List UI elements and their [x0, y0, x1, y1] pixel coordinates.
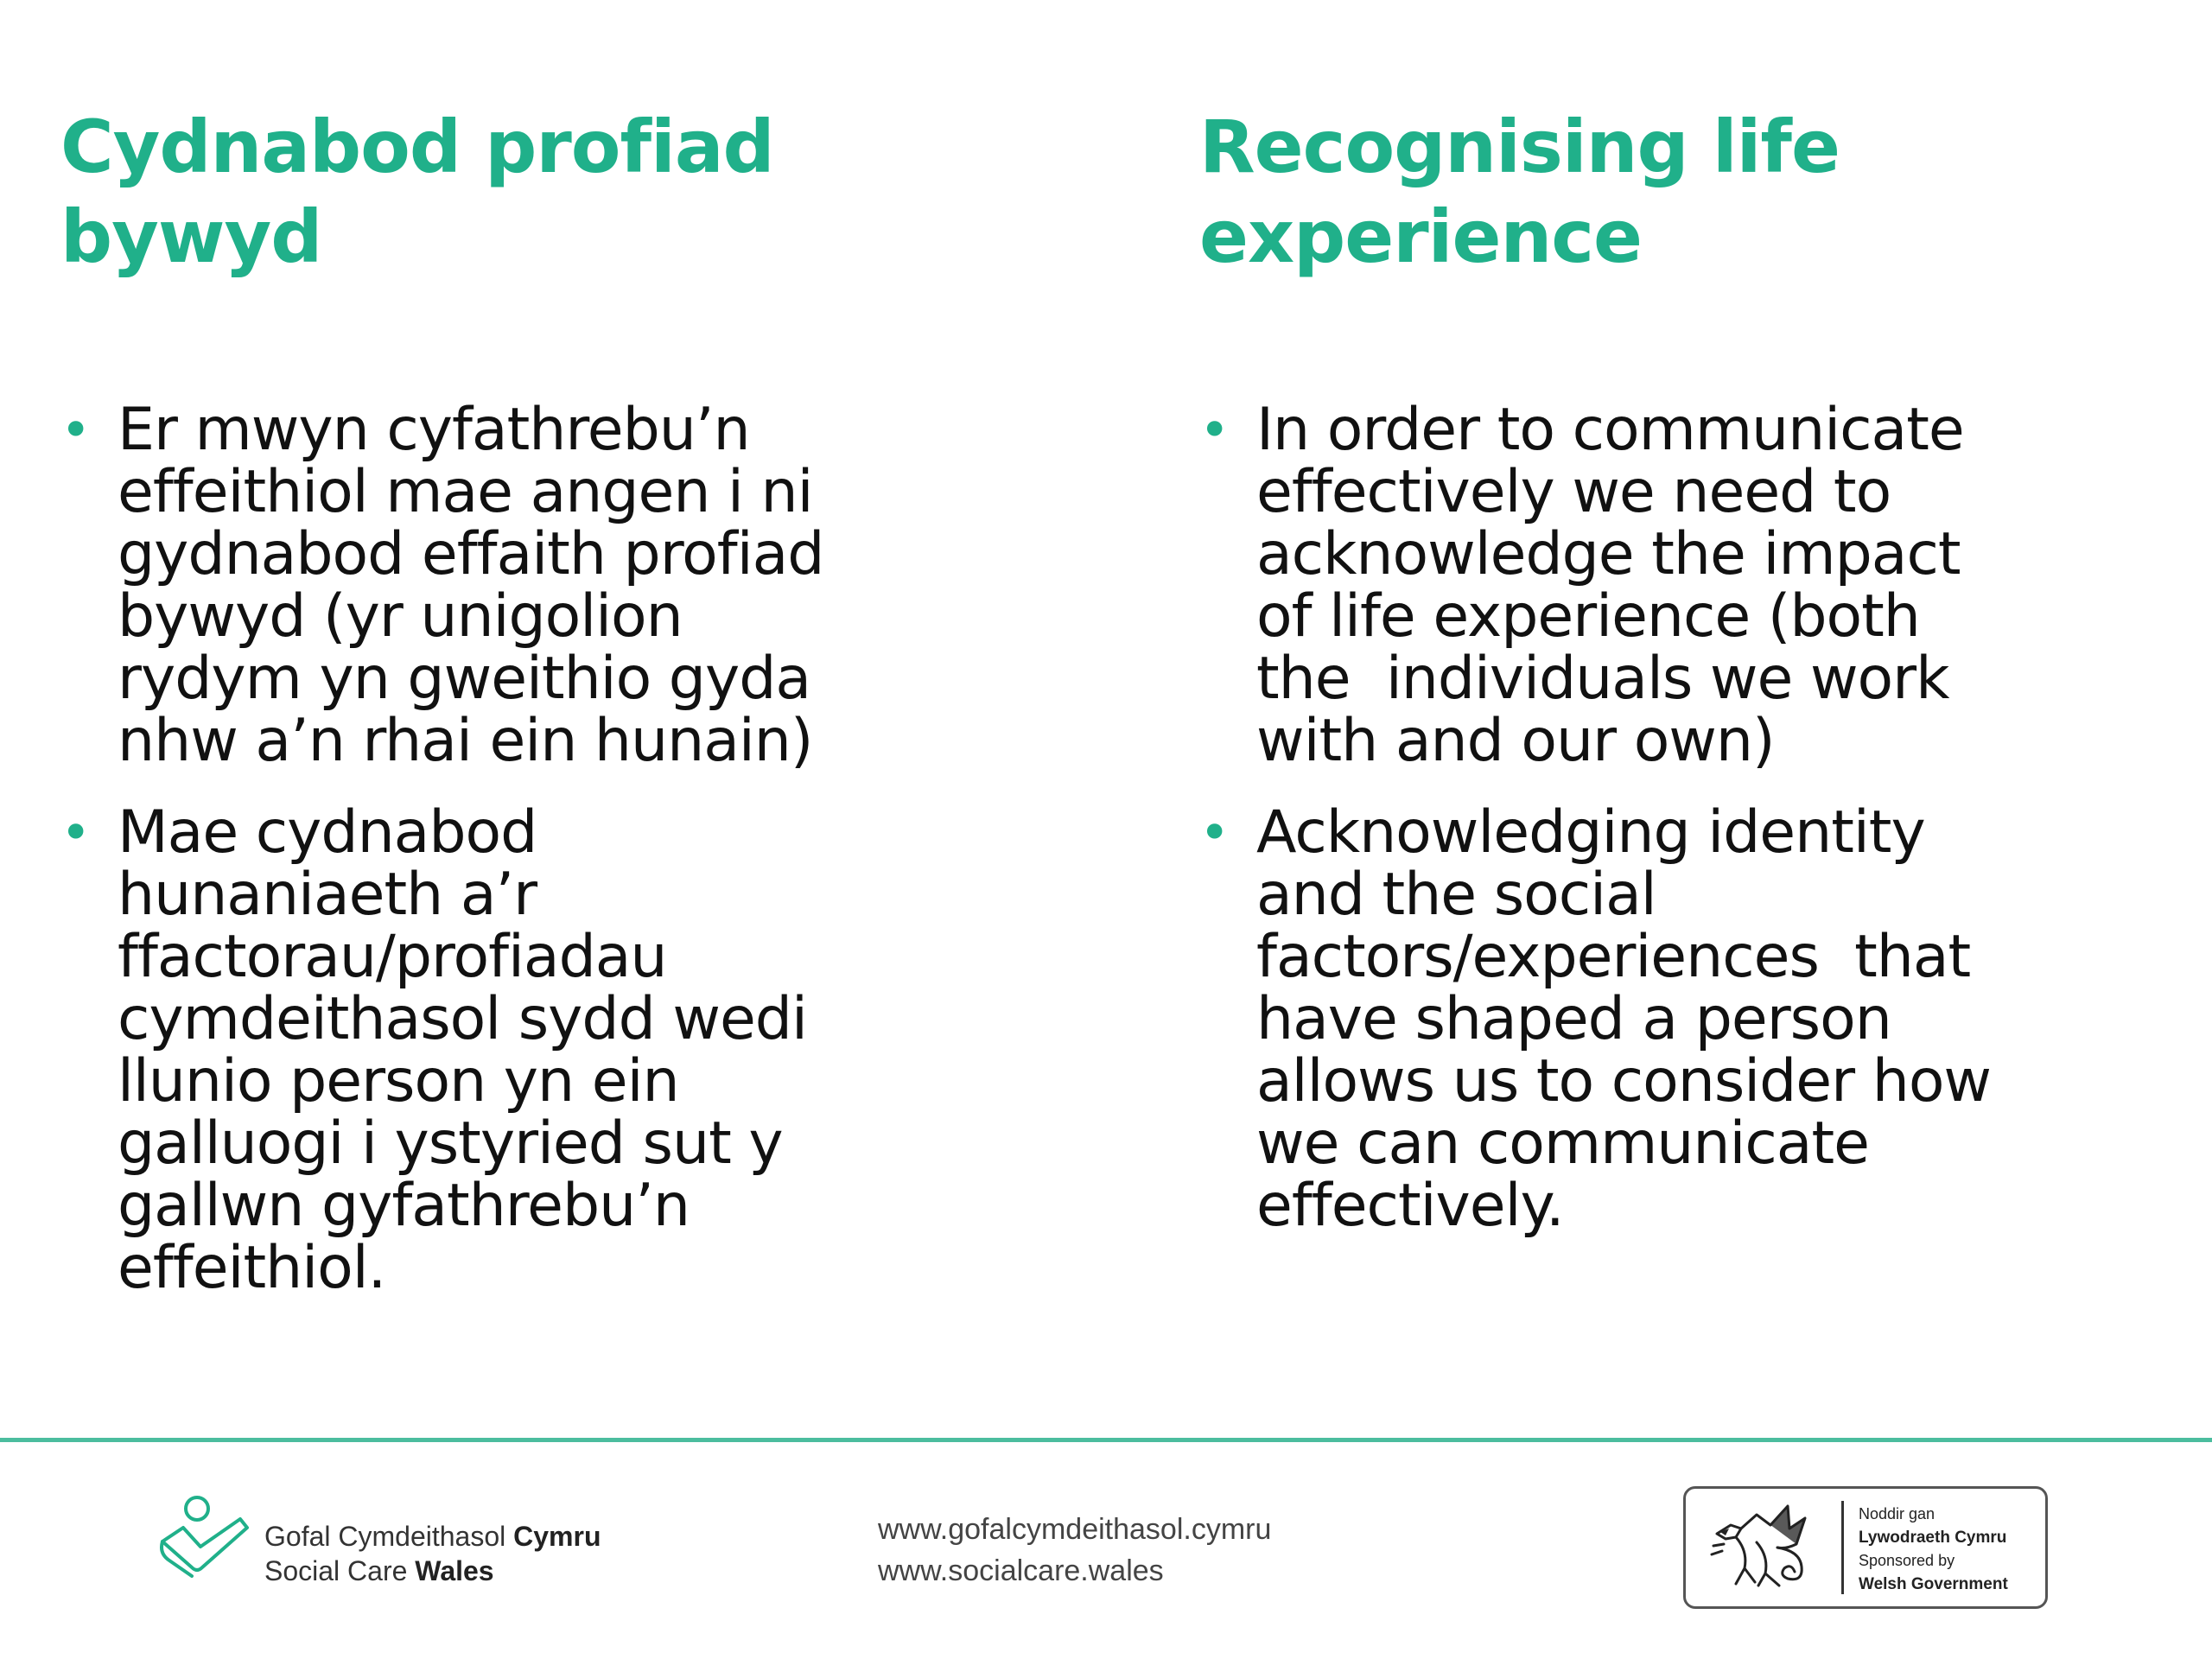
brand-welsh-line — [264, 1519, 601, 1554]
social-care-wales-logo-icon — [157, 1493, 254, 1586]
english-title — [1199, 102, 1840, 282]
bullet-line: we can communicate — [1256, 1109, 1869, 1178]
sponsor-text — [1859, 1503, 2008, 1596]
welsh-url-link[interactable]: www.gofalcymdeithasol.cymru — [878, 1513, 1272, 1546]
bullet-line: acknowledge the impact — [1256, 520, 1961, 588]
bullet-icon: • — [1199, 803, 1230, 863]
bullet-line: allows us to consider how — [1256, 1047, 1992, 1116]
welsh-government-badge — [1683, 1486, 2048, 1609]
brand-english-bold: Wales — [415, 1555, 494, 1586]
welsh-bullet-list — [60, 396, 824, 1329]
bullet-line: effeithiol mae angen i ni — [118, 458, 813, 526]
bullet-line: hunaniaeth a’r — [118, 861, 537, 929]
english-bullet-list — [1199, 396, 1992, 1267]
badge-divider — [1841, 1501, 1844, 1594]
social-care-wales-brand — [157, 1493, 624, 1605]
bullet-line: factors/experiences that — [1256, 923, 1971, 991]
english-url-link[interactable]: www.socialcare.wales — [878, 1554, 1164, 1587]
bullet-line: cymdeithasol sydd wedi — [118, 985, 807, 1053]
bullet-line: Acknowledging identity — [1256, 798, 1925, 867]
bullet-line: llunio person yn ein — [118, 1047, 679, 1116]
bullet-line: effectively we need to — [1256, 458, 1891, 526]
bullet-line: gydnabod effaith profiad — [118, 520, 824, 588]
welsh-bullet-1 — [60, 396, 824, 775]
bullet-line: have shaped a person — [1256, 985, 1891, 1053]
welsh-bullet-2 — [60, 798, 823, 1302]
bullet-icon: • — [60, 400, 91, 461]
sponsor-line-3: Sponsored by — [1859, 1552, 1955, 1569]
welsh-dragon-icon — [1705, 1499, 1826, 1596]
footer-urls — [878, 1509, 1271, 1592]
bullet-line: effeithiol. — [118, 1234, 386, 1302]
bullet-line: the individuals we work — [1256, 645, 1949, 713]
english-bullet-2 — [1199, 798, 1992, 1240]
sponsor-line-4: Welsh Government — [1859, 1575, 2008, 1593]
bullet-line: rydym yn gweithio gyda — [118, 645, 811, 713]
sponsor-line-1: Noddir gan — [1859, 1505, 1936, 1522]
bullet-line: of life experience (both — [1256, 582, 1920, 651]
sponsor-line-2: Lywodraeth Cymru — [1859, 1529, 2007, 1547]
bullet-line: Er mwyn cyfathrebu’n — [118, 396, 750, 464]
brand-english-line — [264, 1554, 601, 1588]
brand-english-prefix: Social Care — [264, 1555, 416, 1586]
bullet-line: gallwn gyfathrebu’n — [118, 1172, 690, 1240]
bullet-line: nhw a’n rhai ein hunain) — [118, 707, 813, 775]
bullet-icon: • — [1199, 400, 1230, 461]
welsh-title-line: Cydnabod profiad — [60, 105, 774, 189]
bullet-line: and the social — [1256, 861, 1656, 929]
bullet-icon: • — [60, 803, 91, 863]
welsh-title-line: bywyd — [60, 194, 322, 279]
english-title-line: Recognising life — [1199, 105, 1840, 189]
bullet-line: ffactorau/profiadau — [118, 923, 667, 991]
welsh-title — [60, 102, 774, 282]
brand-welsh-bold: Cymru — [513, 1521, 601, 1552]
bullet-line: bywyd (yr unigolion — [118, 582, 683, 651]
english-bullet-1 — [1199, 396, 1991, 775]
bullet-line: with and our own) — [1256, 707, 1775, 775]
bullet-line: Mae cydnabod — [118, 798, 537, 867]
bullet-line: effectively. — [1256, 1172, 1564, 1240]
footer-divider — [0, 1438, 2212, 1442]
brand-welsh-prefix: Gofal Cymdeithasol — [264, 1521, 514, 1552]
english-title-line: experience — [1199, 194, 1643, 279]
bullet-line: galluogi i ystyried sut y — [118, 1109, 783, 1178]
bullet-line: In order to communicate — [1256, 396, 1964, 464]
brand-text — [264, 1519, 601, 1588]
